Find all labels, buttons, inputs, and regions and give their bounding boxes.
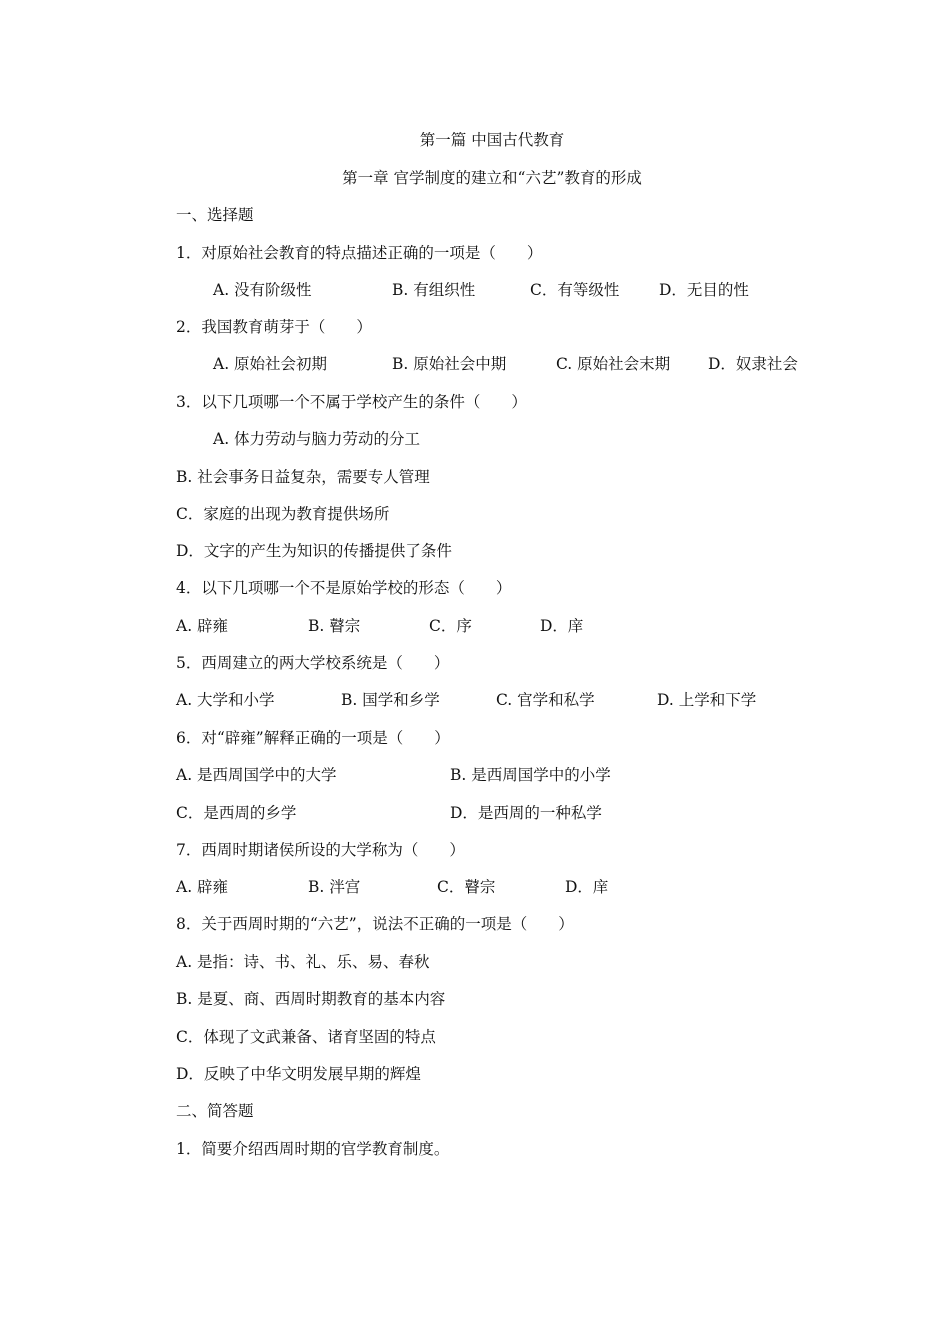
question-3-option-c: C．家庭的出现为教育提供场所 xyxy=(176,505,390,523)
question-4-option-a: A. 辟雍 xyxy=(176,617,229,635)
question-2-option-b: B. 原始社会中期 xyxy=(392,355,507,373)
question-1-option-b: B. 有组织性 xyxy=(392,281,476,299)
question-5-option-c: C. 官学和私学 xyxy=(496,691,595,709)
question-3-option-b: B. 社会事务日益复杂，需要专人管理 xyxy=(176,468,430,486)
question-7-option-a: A. 辟雍 xyxy=(176,878,229,896)
question-7-option-b: B. 泮宫 xyxy=(308,878,361,896)
question-2-option-c: C. 原始社会末期 xyxy=(556,355,671,373)
question-5-option-b: B. 国学和乡学 xyxy=(341,691,440,709)
question-8-stem: 8．关于西周时期的“六艺”，说法不正确的一项是（ ） xyxy=(176,915,574,933)
question-4-option-b: B. 瞽宗 xyxy=(308,617,361,635)
question-7-option-c: C．瞽宗 xyxy=(437,878,496,896)
short-question-1-stem: 1．简要介绍西周时期的官学教育制度。 xyxy=(176,1140,450,1158)
question-3-stem: 3．以下几项哪一个不属于学校产生的条件（ ） xyxy=(176,393,527,411)
question-4-stem: 4．以下几项哪一个不是原始学校的形态（ ） xyxy=(176,579,512,597)
question-1-option-d: D．无目的性 xyxy=(659,281,749,299)
question-5-option-d: D. 上学和下学 xyxy=(657,691,757,709)
part-title: 第一篇 中国古代教育 xyxy=(419,131,565,149)
question-8-option-c: C．体现了文武兼备、诸育坚固的特点 xyxy=(176,1028,436,1046)
question-6-option-b: B. 是西周国学中的小学 xyxy=(450,766,611,784)
question-5-option-a: A. 大学和小学 xyxy=(176,691,275,709)
question-6-option-c: C．是西周的乡学 xyxy=(176,804,297,822)
question-7-option-d: D．庠 xyxy=(565,878,609,896)
question-6-option-a: A. 是西周国学中的大学 xyxy=(176,766,337,784)
question-2-stem: 2．我国教育萌芽于（ ） xyxy=(176,318,372,336)
question-1-option-c: C．有等级性 xyxy=(530,281,620,299)
question-7-stem: 7．西周时期诸侯所设的大学称为（ ） xyxy=(176,841,465,859)
question-4-option-d: D．庠 xyxy=(540,617,584,635)
question-4-option-c: C．序 xyxy=(429,617,472,635)
question-3-option-a: A. 体力劳动与脑力劳动的分工 xyxy=(213,430,421,448)
question-8-option-b: B. 是夏、商、西周时期教育的基本内容 xyxy=(176,990,446,1008)
question-5-stem: 5．西周建立的两大学校系统是（ ） xyxy=(176,654,450,672)
question-2-option-a: A. 原始社会初期 xyxy=(213,355,328,373)
question-8-option-d: D．反映了中华文明发展早期的辉煌 xyxy=(176,1065,421,1083)
section-short-title: 二、简答题 xyxy=(176,1102,254,1120)
question-1-stem: 1．对原始社会教育的特点描述正确的一项是（ ） xyxy=(176,244,543,262)
question-8-option-a: A. 是指：诗、书、礼、乐、易、春秋 xyxy=(176,953,430,971)
question-3-option-d: D．文字的产生为知识的传播提供了条件 xyxy=(176,542,452,560)
section-choice-title: 一、选择题 xyxy=(176,206,254,224)
question-2-option-d: D．奴隶社会 xyxy=(708,355,798,373)
question-1-option-a: A. 没有阶级性 xyxy=(213,281,312,299)
question-6-option-d: D．是西周的一种私学 xyxy=(450,804,602,822)
chapter-title: 第一章 官学制度的建立和“六艺”教育的形成 xyxy=(342,169,642,187)
question-6-stem: 6．对“辟雍”解释正确的一项是（ ） xyxy=(176,729,450,747)
